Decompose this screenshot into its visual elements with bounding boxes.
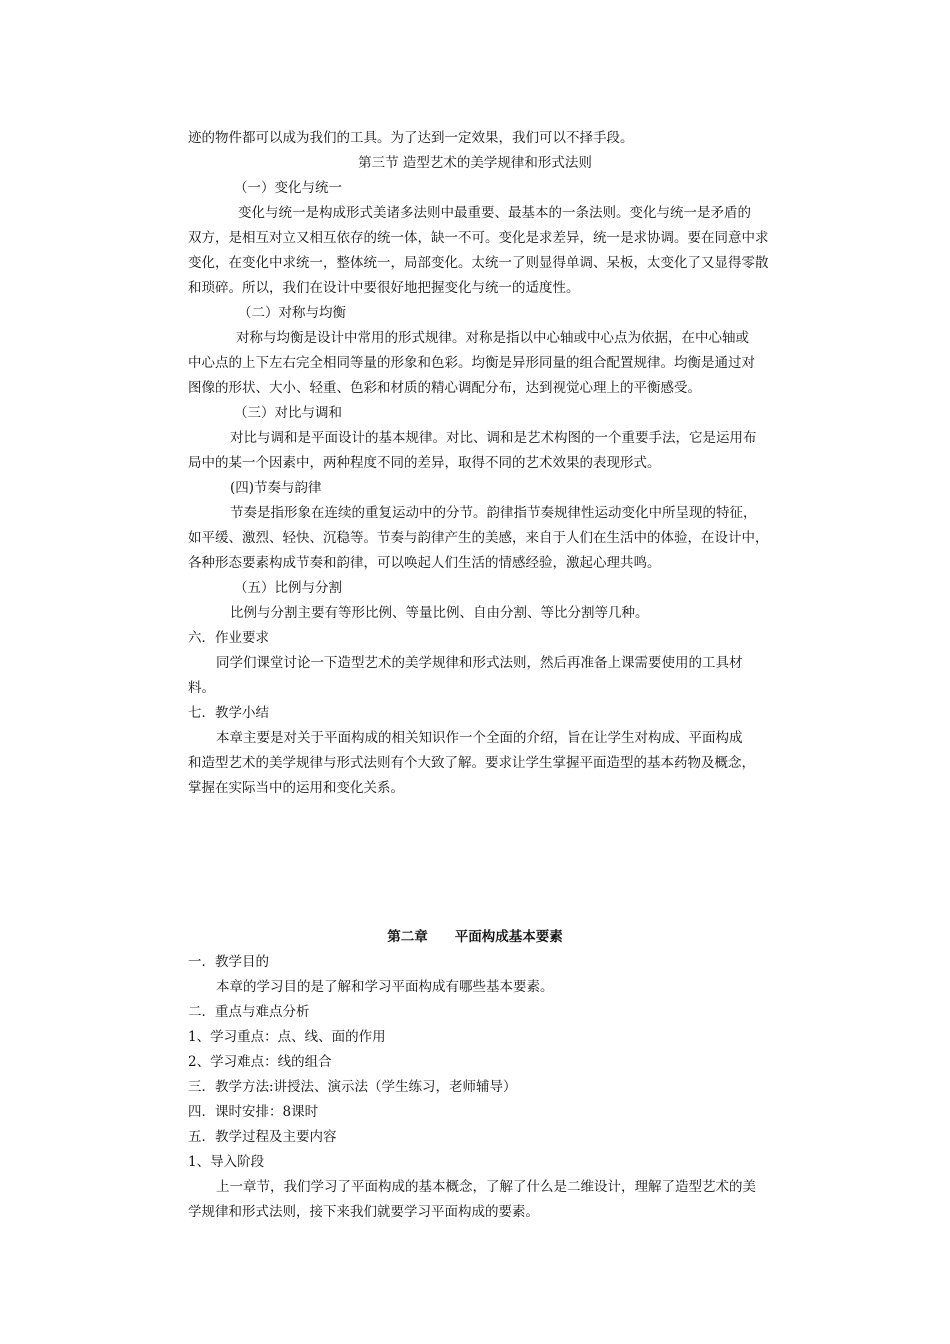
paragraph-line: 本章的学习目的是了解和学习平面构成有哪些基本要素。 [216,979,554,995]
subsection-heading: （二）对称与均衡 [238,305,346,321]
text-line: 迹的物件都可以成为我们的工具。为了达到一定效果，我们可以不择手段。 [188,130,634,146]
list-item: 1、导入阶段 [188,1154,265,1170]
paragraph-line: 和琐碎。所以，我们在设计中要很好地把握变化与统一的适度性。 [188,280,580,296]
list-item: 1、学习重点：点、线、面的作用 [188,1029,386,1045]
section-heading: 第三节 造型艺术的美学规律和形式法则 [358,155,592,171]
paragraph-line: 掌握在实际当中的运用和变化关系。 [188,780,404,796]
paragraph-line: 节奏是指形象在连续的重复运动中的分节。韵律指节奏规律性运动变化中所呈现的特征， [230,505,757,521]
paragraph-line: 同学们课堂讨论一下造型艺术的美学规律和形式法则，然后再准备上课需要使用的工具材 [216,655,743,671]
list-heading: 四．课时安排：8课时 [188,1104,319,1120]
paragraph-line: 中心点的上下左右完全相同等量的形象和色彩。均衡是异形同量的组合配置规律。均衡是通过对 [188,355,755,371]
paragraph-line: 各种形态要素构成节奏和韵律，可以唤起人们生活的情感经验，激起心理共鸣。 [188,555,661,571]
subsection-heading: （五）比例与分割 [234,580,342,596]
paragraph-line: 如平缓、激烈、轻快、沉稳等。节奏与韵律产生的美感，来自于人们在生活中的体验，在设计中， [188,530,769,546]
paragraph-line: 和造型艺术的美学规律与形式法则有个大致了解。要求让学生掌握平面造型的基本药物及概念， [188,755,755,771]
paragraph-line: 学规律和形式法则，接下来我们就要学习平面构成的要素。 [188,1204,539,1220]
paragraph-line: 本章主要是对关于平面构成的相关知识作一个全面的介绍，旨在让学生对构成、平面构成 [216,730,743,746]
paragraph-line: 料。 [188,680,215,696]
chapter-title: 第二章 平面构成基本要素 [387,929,563,945]
subsection-heading: （一）变化与统一 [234,180,342,196]
list-heading: 一．教学目的 [188,954,269,970]
paragraph-line: 对称与均衡是设计中常用的形式规律。对称是指以中心轴或中心点为依据，在中心轴或 [236,330,749,346]
list-heading: 六．作业要求 [188,630,269,646]
list-heading: 三．教学方法:讲授法、演示法（学生练习，老师辅导） [188,1079,517,1095]
paragraph-line: 局中的某一个因素中，两种程度不同的差异，取得不同的艺术效果的表现形式。 [188,455,661,471]
list-heading: 七．教学小结 [188,705,269,721]
paragraph-line: 对比与调和是平面设计的基本规律。对比、调和是艺术构图的一个重要手法，它是运用布 [230,430,757,446]
paragraph-line: 变化，在变化中求统一，整体统一，局部变化。太统一了则显得单调、呆板，太变化了又显得零散 [188,255,769,271]
paragraph-line: 变化与统一是构成形式美诸多法则中最重要、最基本的一条法则。变化与统一是矛盾的 [238,205,751,221]
list-heading: 五．教学过程及主要内容 [188,1129,337,1145]
subsection-heading: (四)节奏与韵律 [230,480,322,496]
paragraph-line: 双方，是相互对立又相互依存的统一体，缺一不可。变化是求差异，统一是求协调。要在同意中求 [188,230,769,246]
paragraph-line: 图像的形状、大小、轻重、色彩和材质的精心调配分布，达到视觉心理上的平衡感受。 [188,380,701,396]
list-heading: 二．重点与难点分析 [188,1004,310,1020]
subsection-heading: （三）对比与调和 [234,405,342,421]
paragraph-line: 比例与分割主要有等形比例、等量比例、自由分割、等比分割等几种。 [230,605,649,621]
list-item: 2、学习难点：线的组合 [188,1054,332,1070]
paragraph-line: 上一章节，我们学习了平面构成的基本概念，了解了什么是二维设计，理解了造型艺术的美 [216,1179,756,1195]
